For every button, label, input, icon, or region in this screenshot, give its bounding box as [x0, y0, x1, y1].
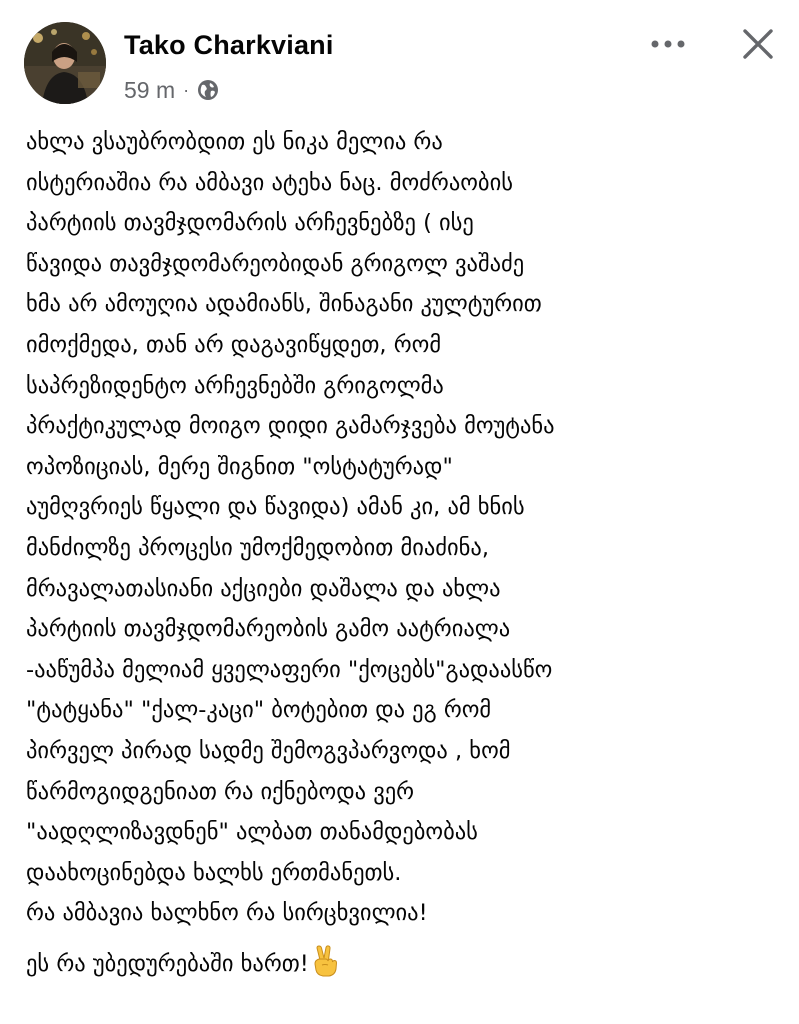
post-meta — [124, 76, 219, 104]
post-text-line: ახლა ვსაუბრობდით ეს ნიკა მელია რა — [26, 129, 443, 155]
post-closing-line — [26, 944, 786, 985]
post-time[interactable]: 59 m — [124, 76, 176, 103]
post-text-line: საპრეზიდენტო არჩევნებში გრიგოლმა — [26, 372, 444, 399]
post-text-line: "ტატყანა" "ქალ-კაცი" ბოტებით და ეგ რომ — [26, 697, 492, 724]
post-text-line: წავიდა თავმჯდომარეობიდან გრიგოლ ვაშაძე — [26, 250, 525, 277]
post-text-line: პარტიის თავმჯდომარის არჩევნებზე ( ისე — [26, 210, 474, 237]
post-text-line: იმოქმედა, თან არ დაგავიწყდეთ, რომ — [26, 331, 442, 358]
avatar[interactable] — [24, 22, 106, 104]
avatar-photo — [24, 22, 106, 104]
post-text-line: ხმა არ ამოუღია ადამიანს, შინაგანი კულტურით — [26, 291, 542, 318]
post-text-line: "აადღლიზავდნენ" ალბათ თანამდებობას — [26, 819, 478, 846]
globe-icon[interactable] — [197, 79, 219, 101]
more-options-icon — [648, 39, 688, 49]
post-text-line: დაახოცინებდა ხალხს ერთმანეთს. — [26, 859, 402, 886]
post-text-line: -ააწუმპა მელიამ ყველაფერი "ქოცებს"გადაასწო — [26, 656, 553, 683]
post-text-line: ოპოზიციას, მერე შიგნით "ოსტატურად" — [26, 453, 453, 480]
victory-hand-emoji — [311, 945, 341, 977]
meta-separator: · — [183, 79, 190, 100]
close-button[interactable] — [734, 20, 782, 68]
post-text-line: მანძილზე პროცესი უმოქმედობით მიაძინა, — [26, 534, 490, 561]
post-text-line: პრაქტიკულად მოიგო დიდი გამარჯვება მოუტანა — [26, 413, 555, 440]
author-name[interactable]: Tako Charkviani — [124, 30, 334, 60]
post-text-line: წარმოგიდგენიათ რა იქნებოდა ვერ — [26, 778, 415, 805]
post-text-line: პირველ პირად სადმე შემოგვპარვოდა , ხომ — [26, 737, 511, 764]
post-text-line: აუმღვრიეს წყალი და წავიდა) ამან კი, ამ ხნის — [26, 494, 525, 521]
post-text-line: რა ამბავია ხალხნო რა სირცხვილია! — [26, 900, 428, 927]
post-body — [26, 122, 786, 984]
post-text-line: მრავალათასიანი აქციები დაშალა და ახლა — [26, 575, 501, 602]
post-text-line: პარტიის თავმჯდომარეობის გამო აატრიალა — [26, 616, 511, 643]
more-options-button[interactable] — [644, 26, 692, 62]
post-header — [0, 0, 799, 118]
post-closing-text: ეს რა უბედურებაში ხართ! — [26, 950, 309, 977]
close-icon — [743, 29, 773, 59]
post-text-line: ისტერიაშია რა ამბავი ატეხა ნაც. მოძრაობის — [26, 169, 513, 196]
